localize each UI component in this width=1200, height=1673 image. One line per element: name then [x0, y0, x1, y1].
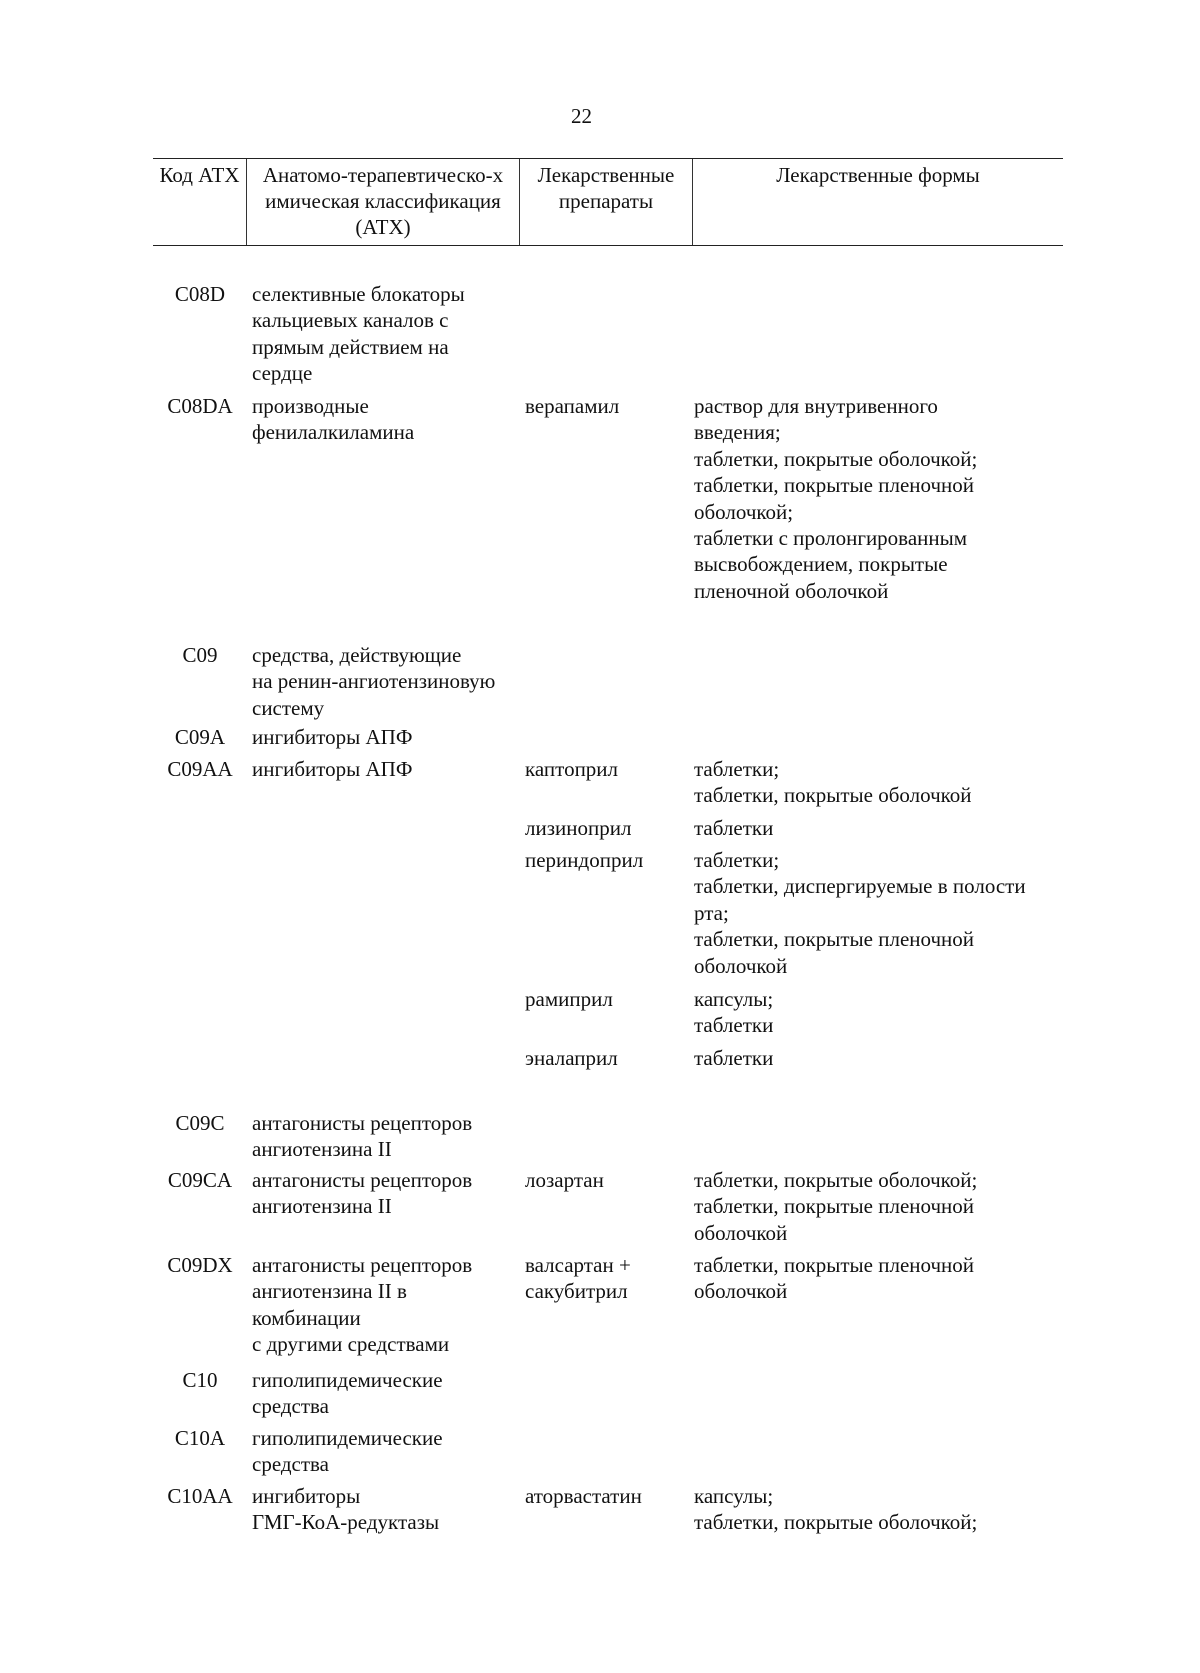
dosage-forms: таблетки, покрытые оболочкой; таблетки, покрытые пленочной оболочкой [694, 1168, 978, 1245]
header-atc-code: Код АТХ [153, 159, 247, 245]
atc-name: производные фенилалкиламина [252, 394, 415, 445]
atc-code: C08D [174, 282, 226, 306]
drug-name: лозартан [525, 1168, 604, 1192]
dosage-forms: капсулы; таблетки [694, 987, 774, 1038]
dosage-forms: таблетки [694, 1046, 774, 1070]
atc-name: гиполипидемические средства [252, 1368, 443, 1419]
header-medicines: Лекарственные препараты [520, 159, 693, 245]
drug-name: рамиприл [525, 987, 613, 1011]
atc-code: C09DX [167, 1253, 233, 1277]
header-dosage-forms: Лекарственные формы [776, 163, 980, 187]
dosage-forms: капсулы; таблетки, покрытые оболочкой; [694, 1484, 978, 1535]
atc-name: селективные блокаторы кальциевых каналов с прямым действием на сердце [252, 282, 465, 386]
atc-name: гиполипидемические средства [252, 1426, 443, 1477]
drug-name: верапамил [525, 394, 620, 418]
atc-name: антагонисты рецепторов ангиотензина II [252, 1111, 473, 1162]
atc-code: C10 [182, 1368, 218, 1392]
page-number: 22 [571, 104, 592, 128]
atc-name: антагонисты рецепторов ангиотензина II в комбинации с другими средствами [252, 1253, 473, 1357]
drug-name: лизиноприл [525, 816, 632, 840]
drug-name: каптоприл [525, 757, 619, 781]
dosage-forms: таблетки, покрытые пленочной оболочкой [694, 1253, 975, 1304]
atc-code: C08DA [167, 394, 233, 418]
drug-name: периндоприл [525, 848, 644, 872]
atc-code: C09C [175, 1111, 225, 1135]
atc-name: средства, действующие на ренин-ангиотензиновую систему [252, 643, 496, 720]
atc-name: ингибиторы ГМГ-КоА-редуктазы [252, 1484, 440, 1535]
atc-code: C10AA [167, 1484, 233, 1508]
drug-name: валсартан + сакубитрил [525, 1253, 631, 1304]
dosage-forms: таблетки; таблетки, покрытые оболочкой [694, 757, 972, 808]
dosage-forms: раствор для внутривенного введения; таблетки, покрытые оболочкой; таблетки, покрытые пленочной оболочкой; таблетки с пролонгированным высвобождением, покрытые пленочной оболочкой [694, 394, 978, 603]
atc-code: C09CA [167, 1168, 233, 1192]
atc-code: C09 [182, 643, 218, 667]
header-atc-classification: Анатомо-терапевтическо-х имическая классификация (АТХ) [247, 159, 520, 245]
table-header [153, 158, 1063, 246]
atc-name: ингибиторы АПФ [252, 725, 413, 749]
drug-name: аторвастатин [525, 1484, 642, 1508]
atc-code: C09A [174, 725, 226, 749]
atc-code: C10A [174, 1426, 226, 1450]
atc-name: антагонисты рецепторов ангиотензина II [252, 1168, 473, 1219]
atc-name: ингибиторы АПФ [252, 757, 413, 781]
drug-name: эналаприл [525, 1046, 618, 1070]
atc-code: C09AA [167, 757, 233, 781]
dosage-forms: таблетки; таблетки, диспергируемые в полости рта; таблетки, покрытые пленочной оболочкой [694, 848, 1026, 978]
dosage-forms: таблетки [694, 816, 774, 840]
